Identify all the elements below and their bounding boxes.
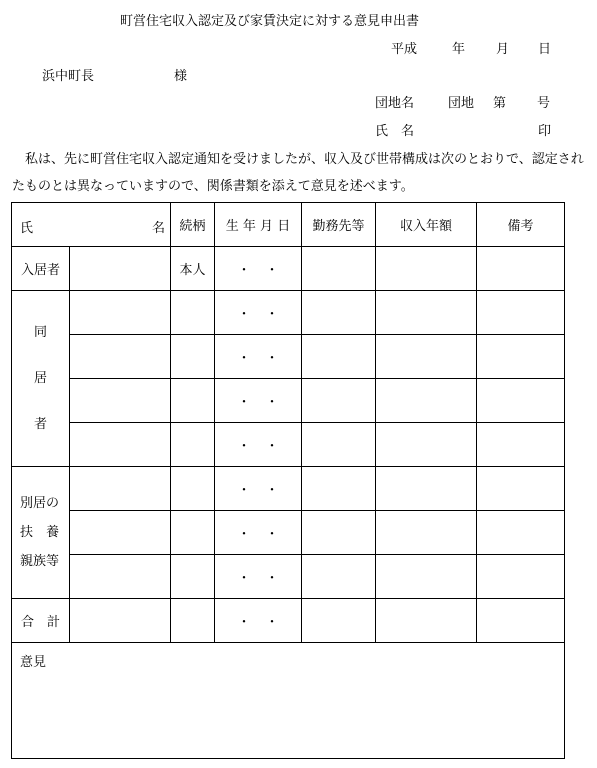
applicant-name-label: 氏 名: [375, 124, 415, 139]
date-month-label: 月: [496, 42, 510, 57]
remarks-cell[interactable]: [477, 423, 565, 467]
remarks-cell[interactable]: [477, 291, 565, 335]
relation-cell[interactable]: [171, 335, 215, 379]
header-name-left: 氏: [20, 221, 34, 236]
birthdate-cell[interactable]: ・ ・: [215, 467, 302, 511]
table-row: [12, 555, 565, 599]
name-cell[interactable]: [70, 511, 171, 555]
date-era: 平成: [391, 42, 418, 57]
header-income: 収入年額: [376, 203, 477, 247]
recipient-name: 浜中町長: [42, 69, 95, 84]
resident-label: 入居者: [12, 247, 70, 291]
name-cell[interactable]: [70, 555, 171, 599]
table-row: [12, 423, 565, 467]
relation-cell[interactable]: [171, 511, 215, 555]
date-day-label: 日: [538, 42, 552, 57]
birthdate-cell[interactable]: ・ ・: [215, 599, 302, 643]
resident-name-cell[interactable]: [70, 247, 171, 291]
cohabitant-group-label: 同 居 者: [12, 291, 70, 467]
birthdate-cell[interactable]: ・ ・: [215, 335, 302, 379]
table-row: [12, 599, 565, 643]
header-name-right: 名: [151, 221, 165, 236]
income-cell[interactable]: [376, 555, 477, 599]
table-row: [12, 467, 565, 511]
income-cell[interactable]: [376, 511, 477, 555]
header-relation: 続柄: [171, 203, 215, 247]
workplace-cell[interactable]: [302, 423, 376, 467]
danchi-unit: 団地: [448, 96, 475, 111]
income-cell[interactable]: [376, 423, 477, 467]
name-cell[interactable]: [70, 467, 171, 511]
income-cell[interactable]: [376, 247, 477, 291]
document-title: 町営住宅収入認定及び家賃決定に対する意見申出書: [120, 14, 420, 29]
relation-cell[interactable]: [171, 291, 215, 335]
header-remarks: 備考: [477, 203, 565, 247]
relation-cell[interactable]: [171, 467, 215, 511]
relation-cell[interactable]: [171, 555, 215, 599]
birthdate-cell[interactable]: ・ ・: [215, 511, 302, 555]
workplace-cell[interactable]: [302, 555, 376, 599]
table-row: [12, 511, 565, 555]
date-year-label: 年: [452, 42, 466, 57]
relation-cell[interactable]: [171, 423, 215, 467]
table-row: [12, 379, 565, 423]
header-workplace: 勤務先等: [302, 203, 376, 247]
birthdate-cell[interactable]: ・ ・: [215, 247, 302, 291]
birthdate-cell[interactable]: ・ ・: [215, 379, 302, 423]
income-cell[interactable]: [376, 467, 477, 511]
resident-relation: 本人: [171, 247, 215, 291]
applicant-seal-mark: 印: [538, 124, 552, 139]
danchi-number-prefix: 第: [493, 96, 507, 111]
workplace-cell[interactable]: [302, 511, 376, 555]
header-birthdate: 生 年 月 日: [215, 203, 302, 247]
header-name: [12, 203, 171, 247]
workplace-cell[interactable]: [302, 247, 376, 291]
total-income-cell[interactable]: [376, 599, 477, 643]
workplace-cell[interactable]: [302, 467, 376, 511]
total-label: 合 計: [12, 599, 70, 643]
income-cell[interactable]: [376, 291, 477, 335]
recipient-suffix: 様: [174, 69, 188, 84]
birthdate-cell[interactable]: ・ ・: [215, 423, 302, 467]
remarks-cell[interactable]: [477, 379, 565, 423]
remarks-cell[interactable]: [477, 247, 565, 291]
table-row: [12, 247, 565, 291]
income-cell[interactable]: [376, 379, 477, 423]
total-workplace-cell[interactable]: [302, 599, 376, 643]
name-cell[interactable]: [70, 423, 171, 467]
workplace-cell[interactable]: [302, 379, 376, 423]
birthdate-cell[interactable]: ・ ・: [215, 291, 302, 335]
name-cell[interactable]: [70, 379, 171, 423]
danchi-number-suffix: 号: [537, 96, 551, 111]
opinion-field[interactable]: [12, 643, 565, 759]
total-name-cell[interactable]: [70, 599, 171, 643]
total-remarks-cell[interactable]: [477, 599, 565, 643]
table-row: [12, 291, 565, 335]
remarks-cell[interactable]: [477, 467, 565, 511]
opinion-label: 意見: [20, 655, 47, 670]
remarks-cell[interactable]: [477, 511, 565, 555]
statement-text: 私は、先に町営住宅収入認定通知を受けましたが、収入及び世帯構成は次のとおりで、認定されたものとは異なっていますので、関係書類を添えて意見を述べます。: [12, 152, 584, 194]
remarks-cell[interactable]: [477, 555, 565, 599]
relation-cell[interactable]: [171, 379, 215, 423]
name-cell[interactable]: [70, 291, 171, 335]
household-income-table: [11, 202, 565, 759]
income-cell[interactable]: [376, 335, 477, 379]
workplace-cell[interactable]: [302, 291, 376, 335]
workplace-cell[interactable]: [302, 335, 376, 379]
birthdate-cell[interactable]: ・ ・: [215, 555, 302, 599]
remarks-cell[interactable]: [477, 335, 565, 379]
name-cell[interactable]: [70, 335, 171, 379]
dependent-group-label: 別居の 扶 養 親族等: [12, 467, 70, 599]
total-relation-cell[interactable]: [171, 599, 215, 643]
table-row: [12, 335, 565, 379]
danchi-label: 団地名: [375, 96, 415, 111]
